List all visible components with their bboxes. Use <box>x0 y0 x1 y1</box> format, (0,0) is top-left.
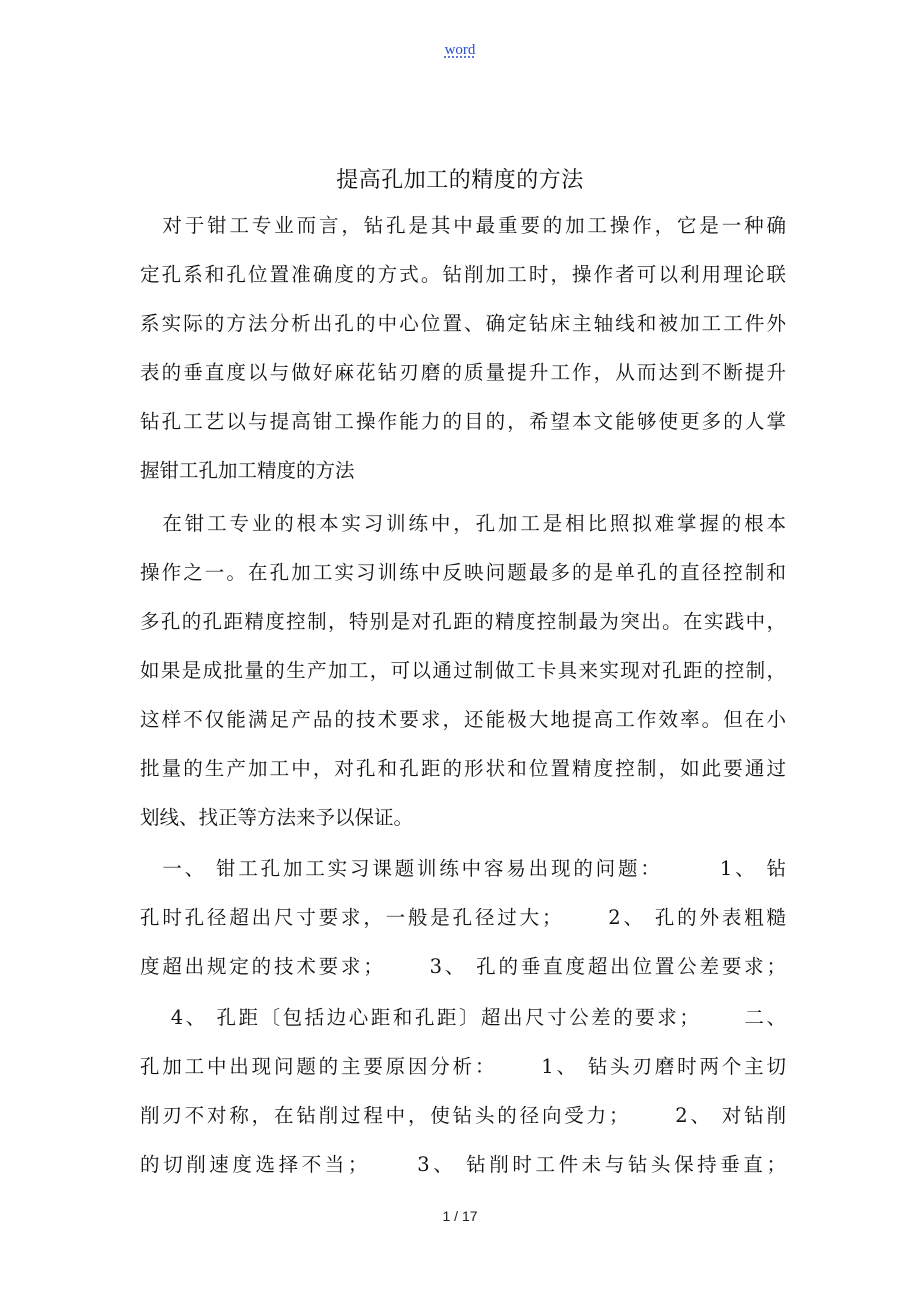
list-line: 度超出规定的技术要求； 3、 孔的垂直度超出位置公差要求； <box>140 955 786 978</box>
list-line: 一、 钳工孔加工实习课题训练中容易出现的问题： 1、 钻 <box>140 857 786 880</box>
paragraph-line: 划线、找正等方法来予以保证。 <box>140 806 414 829</box>
page-title: 提高孔加工的精度的方法 <box>336 168 584 193</box>
paragraph-line: 钻孔工艺以与提高钳工操作能力的目的，希望本文能够使更多的人掌 <box>140 410 786 433</box>
list-line: 孔时孔径超出尺寸要求，一般是孔径过大； 2、 孔的外表粗糙 <box>140 906 786 929</box>
header <box>0 42 920 59</box>
paragraph-line: 多孔的孔距精度控制，特别是对孔距的精度控制最为突出。在实践中， <box>140 610 786 633</box>
list-line: 的切削速度选择不当； 3、 钻削时工件未与钻头保持垂直； <box>140 1153 786 1176</box>
paragraph-line: 对于钳工专业而言，钻孔是其中最重要的加工操作，它是一种确 <box>140 214 786 237</box>
paragraph-line: 这样不仅能满足产品的技术要求，还能极大地提高工作效率。但在小 <box>140 708 786 731</box>
paragraph-line: 操作之一。在孔加工实习训练中反映问题最多的是单孔的直径控制和 <box>140 561 786 584</box>
paragraph-line: 表的垂直度以与做好麻花钻刃磨的质量提升工作，从而达到不断提升 <box>140 361 786 384</box>
list-line: 孔加工中出现问题的主要原因分析： 1、 钻头刃磨时两个主切 <box>140 1055 786 1078</box>
list-line: 4、 孔距〔包括边心距和孔距〕超出尺寸公差的要求； 二、 <box>140 1006 786 1029</box>
paragraph-line: 握钳工孔加工精度的方法 <box>140 459 355 482</box>
paragraph-line: 定孔系和孔位置准确度的方式。钻削加工时，操作者可以利用理论联 <box>140 263 786 286</box>
list-line: 削刃不对称，在钻削过程中，使钻头的径向受力； 2、 对钻削 <box>140 1104 786 1127</box>
page-indicator: 1 / 17 <box>442 1208 478 1224</box>
paragraph-line: 批量的生产加工中，对孔和孔距的形状和位置精度控制，如此要通过 <box>140 757 786 780</box>
paragraph-line: 如果是成批量的生产加工，可以通过制做工卡具来实现对孔距的控制， <box>140 659 786 682</box>
word-link[interactable]: word <box>444 42 476 58</box>
paragraph-line: 系实际的方法分析出孔的中心位置、确定钻床主轴线和被加工工件外 <box>140 312 786 335</box>
paragraph-line: 在钳工专业的根本实习训练中，孔加工是相比照拟难掌握的根本 <box>140 512 786 535</box>
